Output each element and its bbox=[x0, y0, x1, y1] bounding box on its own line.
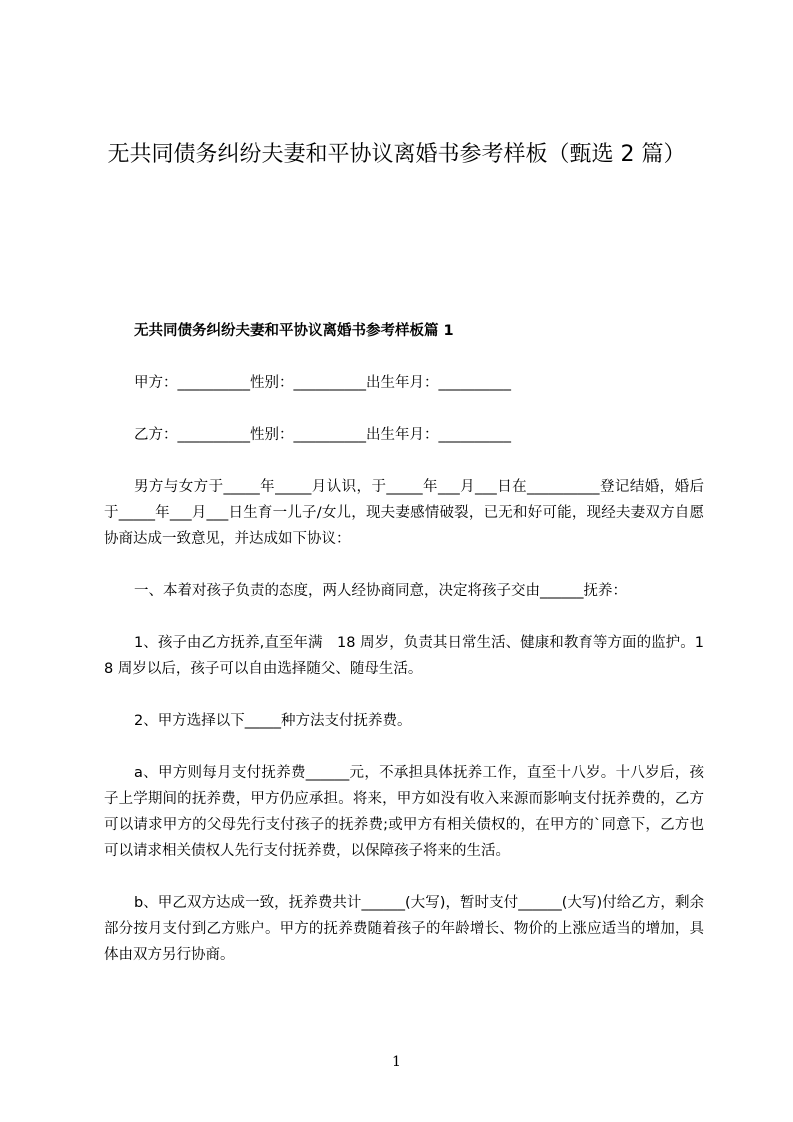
page-number: 1 bbox=[392, 1054, 401, 1070]
paragraph-clause-1-1: 1、孩子由乙方抚养,直至年满 18 周岁，负责其日常生活、健康和教育等方面的监护。18 周岁以后，孩子可以自由选择随父、随母生活。 bbox=[104, 635, 704, 677]
document-title: 无共同债务纠纷夫妻和平协议离婚书参考样板（甄选 2 篇） bbox=[107, 142, 686, 167]
paragraph-clause-1-2: 2、甲方选择以下_____种方法支付抚养费。 bbox=[134, 713, 412, 729]
paragraph-option-b: b、甲乙双方达成一致，抚养费共计______(大写)，暂时支付______(大写)付给乙方，剩余部分按月支付到乙方账户。甲方的抚养费随着孩子的年龄增长、物价的上涨应适当的增加，具体由双方另行协商。 bbox=[104, 895, 704, 963]
paragraph-option-a: a、甲方则每月支付抚养费______元，不承担具体抚养工作，直至十八岁。十八岁后，孩子上学期间的抚养费，甲方仍应承担。将来，甲方如没有收入来源而影响支付抚养费的，乙方可以请求甲方的父母先行支付孩子的抚养费;或甲方有相关债权的，在甲方的`同意下，乙方也可以请求相关债权人先行支付抚养费，以保障孩子将来的生活。 bbox=[104, 765, 704, 859]
party-b-line: 乙方：__________性别：__________出生年月：__________ bbox=[134, 427, 511, 443]
party-a-line: 甲方：__________性别：__________出生年月：__________ bbox=[134, 375, 511, 391]
paragraph-intro: 男方与女方于_____年_____月认识，于_____年___月___日在__________登记结婚，婚后于_____年___月___日生育一儿子/女儿，现夫妻感情破裂，已无和好可能，现经夫妻双方自愿协商达成一致意见，并达成如下协议： bbox=[104, 479, 704, 547]
section-title: 无共同债务纠纷夫妻和平协议离婚书参考样板篇 1 bbox=[134, 323, 454, 339]
paragraph-clause-1: 一、本着对孩子负责的态度，两人经协商同意，决定将孩子交由______抚养： bbox=[134, 583, 627, 599]
document-body bbox=[104, 318, 704, 994]
